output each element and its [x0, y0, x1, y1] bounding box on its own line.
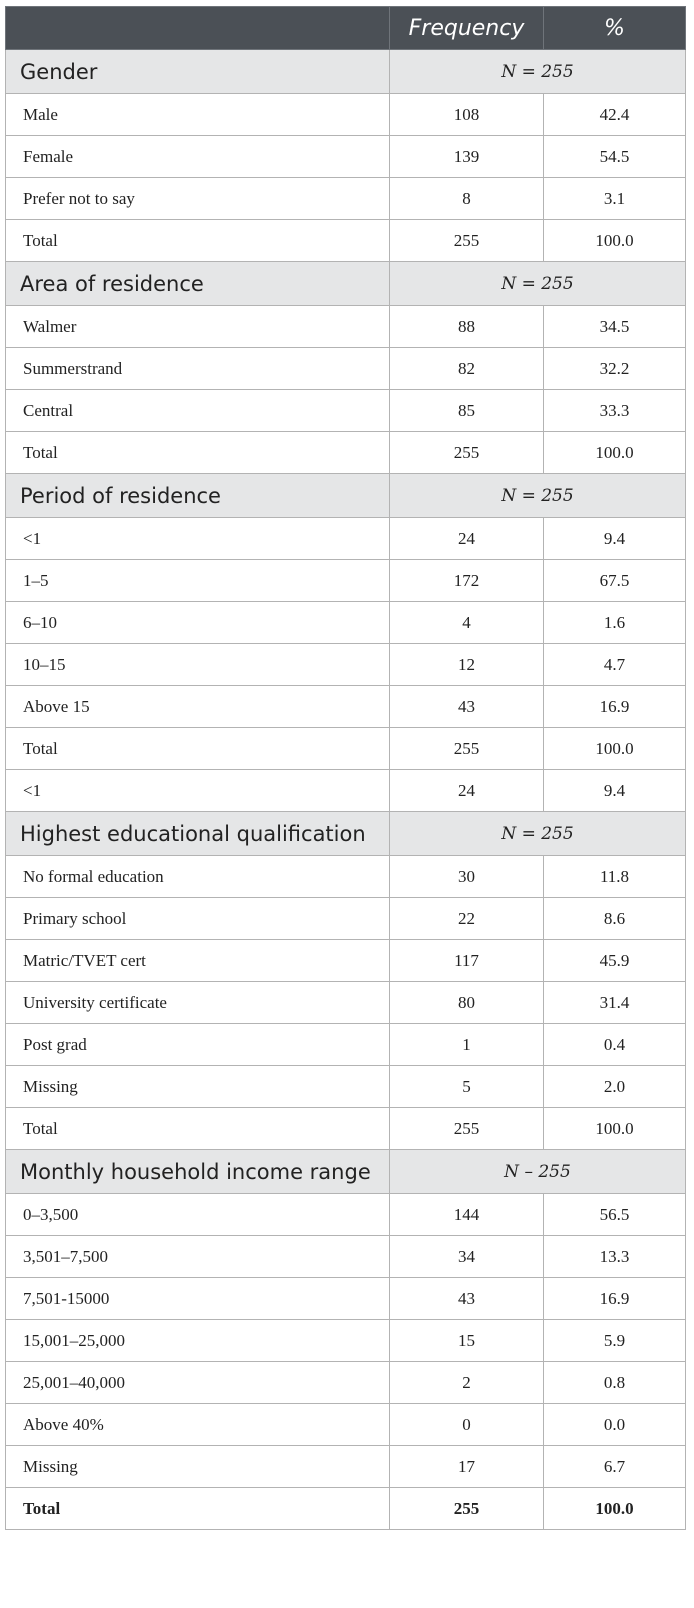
row-frequency: 5: [390, 1066, 544, 1108]
row-label: <1: [6, 770, 390, 812]
row-frequency: 108: [390, 94, 544, 136]
section-header-row: [6, 50, 686, 94]
table-row: [6, 94, 686, 136]
table-row: [6, 432, 686, 474]
row-label: Post grad: [6, 1024, 390, 1066]
table-row: [6, 1362, 686, 1404]
section-header-row: [6, 262, 686, 306]
row-percent: 34.5: [544, 306, 686, 348]
row-frequency: 144: [390, 1194, 544, 1236]
table-row: [6, 518, 686, 560]
row-label: Central: [6, 390, 390, 432]
table-row: [6, 1194, 686, 1236]
row-frequency: 22: [390, 898, 544, 940]
section-title: Highest educational qualification: [6, 812, 390, 856]
section-header-row: [6, 1150, 686, 1194]
table-row: [6, 178, 686, 220]
row-frequency: 12: [390, 644, 544, 686]
row-percent: 31.4: [544, 982, 686, 1024]
row-label: Walmer: [6, 306, 390, 348]
row-label: University certificate: [6, 982, 390, 1024]
row-percent: 54.5: [544, 136, 686, 178]
row-percent: 6.7: [544, 1446, 686, 1488]
row-label: 3,501–7,500: [6, 1236, 390, 1278]
row-frequency: 255: [390, 432, 544, 474]
section-sample-size: N = 255: [390, 50, 686, 94]
row-percent: 8.6: [544, 898, 686, 940]
table-row: [6, 1404, 686, 1446]
row-percent: 2.0: [544, 1066, 686, 1108]
row-label: Summerstrand: [6, 348, 390, 390]
row-percent: 56.5: [544, 1194, 686, 1236]
row-label: Above 40%: [6, 1404, 390, 1446]
section-sample-size: N = 255: [390, 262, 686, 306]
row-percent: 42.4: [544, 94, 686, 136]
row-label: 1–5: [6, 560, 390, 602]
row-frequency: 80: [390, 982, 544, 1024]
row-percent: 100.0: [544, 220, 686, 262]
row-frequency: 34: [390, 1236, 544, 1278]
row-label: Male: [6, 94, 390, 136]
row-percent: 67.5: [544, 560, 686, 602]
row-percent: 16.9: [544, 1278, 686, 1320]
header-blank-cell: [6, 7, 390, 50]
row-percent: 0.0: [544, 1404, 686, 1446]
table-row: [6, 982, 686, 1024]
row-label: Missing: [6, 1066, 390, 1108]
row-label: Matric/TVET cert: [6, 940, 390, 982]
row-label: 10–15: [6, 644, 390, 686]
row-percent: 100.0: [544, 728, 686, 770]
section-sample-size: N = 255: [390, 474, 686, 518]
demographics-table: [5, 6, 686, 1530]
section-title: Monthly household income range: [6, 1150, 390, 1194]
table-row: [6, 220, 686, 262]
row-percent: 9.4: [544, 770, 686, 812]
row-label: 0–3,500: [6, 1194, 390, 1236]
table-row: [6, 136, 686, 178]
row-percent: 5.9: [544, 1320, 686, 1362]
row-frequency: 1: [390, 1024, 544, 1066]
row-percent: 16.9: [544, 686, 686, 728]
row-label: Missing: [6, 1446, 390, 1488]
row-frequency: 255: [390, 1108, 544, 1150]
row-label: Primary school: [6, 898, 390, 940]
row-percent: 3.1: [544, 178, 686, 220]
section-title: Gender: [6, 50, 390, 94]
table-row: [6, 728, 686, 770]
row-frequency: 43: [390, 1278, 544, 1320]
table-row: [6, 560, 686, 602]
table-row: [6, 348, 686, 390]
table-row: [6, 940, 686, 982]
row-percent: 9.4: [544, 518, 686, 560]
table-row: [6, 856, 686, 898]
row-frequency: 15: [390, 1320, 544, 1362]
row-frequency: 85: [390, 390, 544, 432]
section-sample-size: N = 255: [390, 812, 686, 856]
row-percent: 33.3: [544, 390, 686, 432]
row-frequency: 8: [390, 178, 544, 220]
row-frequency: 17: [390, 1446, 544, 1488]
row-frequency: 30: [390, 856, 544, 898]
table-row: [6, 770, 686, 812]
row-label: Total: [6, 1488, 390, 1530]
row-percent: 100.0: [544, 432, 686, 474]
row-frequency: 117: [390, 940, 544, 982]
section-sample-size: N – 255: [390, 1150, 686, 1194]
row-percent: 0.4: [544, 1024, 686, 1066]
row-label: Female: [6, 136, 390, 178]
row-label: 6–10: [6, 602, 390, 644]
demographics-table-container: [5, 6, 685, 1530]
row-frequency: 88: [390, 306, 544, 348]
row-frequency: 139: [390, 136, 544, 178]
row-percent: 0.8: [544, 1362, 686, 1404]
row-percent: 45.9: [544, 940, 686, 982]
row-percent: 32.2: [544, 348, 686, 390]
row-frequency: 0: [390, 1404, 544, 1446]
section-title: Area of residence: [6, 262, 390, 306]
row-label: Above 15: [6, 686, 390, 728]
row-label: Total: [6, 432, 390, 474]
row-frequency: 4: [390, 602, 544, 644]
row-percent: 1.6: [544, 602, 686, 644]
row-label: Total: [6, 728, 390, 770]
table-row: [6, 1278, 686, 1320]
row-percent: 13.3: [544, 1236, 686, 1278]
table-row: [6, 602, 686, 644]
row-label: 7,501-15000: [6, 1278, 390, 1320]
header-percent: %: [544, 7, 686, 50]
row-frequency: 172: [390, 560, 544, 602]
table-row: [6, 1488, 686, 1530]
row-percent: 4.7: [544, 644, 686, 686]
table-row: [6, 1066, 686, 1108]
table-row: [6, 686, 686, 728]
row-frequency: 82: [390, 348, 544, 390]
row-frequency: 255: [390, 728, 544, 770]
row-label: 15,001–25,000: [6, 1320, 390, 1362]
row-label: No formal education: [6, 856, 390, 898]
table-row: [6, 1236, 686, 1278]
table-row: [6, 898, 686, 940]
row-label: <1: [6, 518, 390, 560]
row-percent: 11.8: [544, 856, 686, 898]
row-frequency: 24: [390, 518, 544, 560]
row-label: Prefer not to say: [6, 178, 390, 220]
row-percent: 100.0: [544, 1488, 686, 1530]
table-row: [6, 1024, 686, 1066]
row-percent: 100.0: [544, 1108, 686, 1150]
section-header-row: [6, 474, 686, 518]
table-row: [6, 390, 686, 432]
row-frequency: 255: [390, 1488, 544, 1530]
table-row: [6, 1320, 686, 1362]
table-row: [6, 306, 686, 348]
row-frequency: 2: [390, 1362, 544, 1404]
table-row: [6, 644, 686, 686]
row-frequency: 255: [390, 220, 544, 262]
row-frequency: 43: [390, 686, 544, 728]
row-label: Total: [6, 1108, 390, 1150]
header-frequency: Frequency: [390, 7, 544, 50]
table-body: [6, 50, 686, 1530]
section-title: Period of residence: [6, 474, 390, 518]
table-row: [6, 1108, 686, 1150]
table-header-row: [6, 7, 686, 50]
row-label: Total: [6, 220, 390, 262]
row-label: 25,001–40,000: [6, 1362, 390, 1404]
row-frequency: 24: [390, 770, 544, 812]
table-row: [6, 1446, 686, 1488]
section-header-row: [6, 812, 686, 856]
